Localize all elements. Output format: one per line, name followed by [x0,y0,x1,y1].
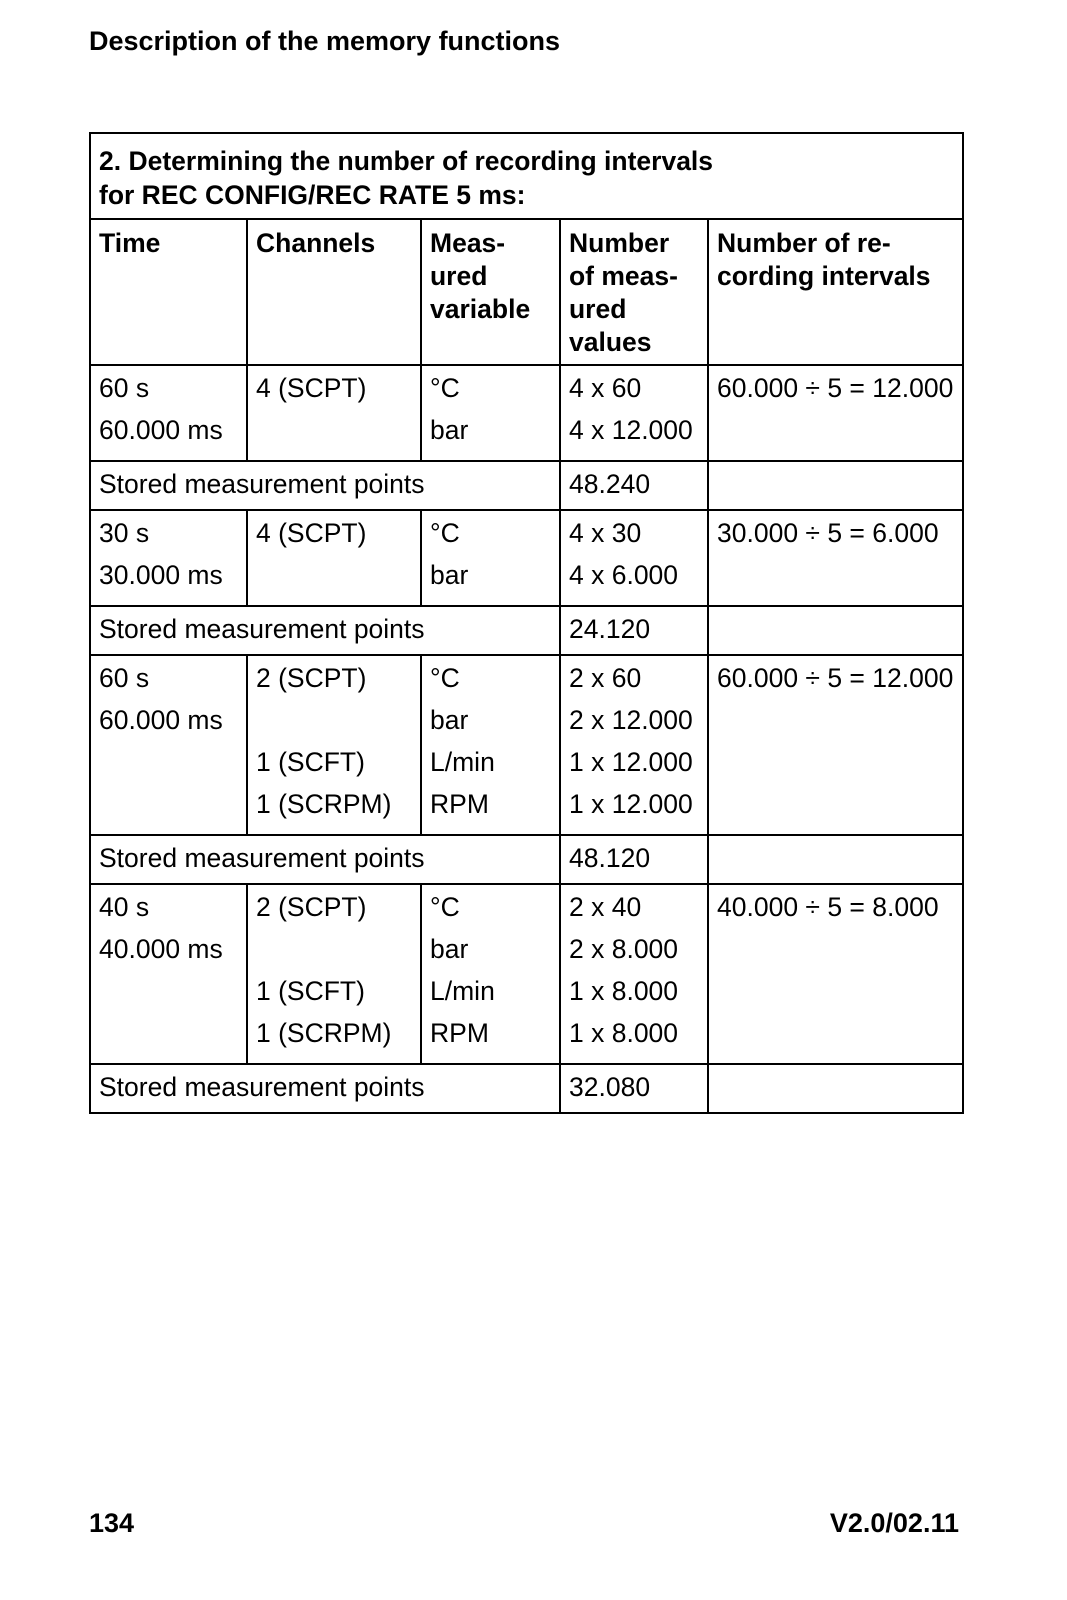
stored-points-empty-cell [708,835,963,884]
stored-points-empty-cell [708,606,963,655]
measured-variable-line: bar [430,560,469,590]
measured-variable-cell [421,510,560,606]
channels-cell [247,510,421,606]
channels-line: 2 (SCPT) [256,892,367,922]
channels-line [256,704,412,746]
column-header-line: Time [99,228,161,258]
page-number: 134 [89,1508,135,1538]
measured-values-line: 4 x 30 [569,518,642,548]
recording-intervals-value: 60.000 ÷ 5 = 12.000 [717,373,954,403]
column-header-line: Meas- [430,228,506,258]
column-header-line: Number of re- [717,228,891,258]
recording-intervals-cell [708,655,963,835]
channels-line: 1 (SCRPM) [256,1018,392,1048]
measured-variable-line: RPM [430,1018,489,1048]
stored-points-value: 48.240 [560,461,708,510]
column-header-line: variable [430,294,531,324]
channels-line: 1 (SCRPM) [256,789,392,819]
measured-variable-line: bar [430,705,469,735]
recording-intervals-value: 40.000 ÷ 5 = 8.000 [717,892,939,922]
column-header-number-of-recording-intervals [708,219,963,365]
stored-points-label: Stored measurement points [90,1064,560,1113]
table-title-row [90,133,963,219]
recording-intervals-value: 60.000 ÷ 5 = 12.000 [717,663,954,693]
measured-values-cell [560,884,708,1064]
measured-values-line: 2 x 12.000 [569,705,693,735]
channels-line: 2 (SCPT) [256,663,367,693]
table-row [90,365,963,461]
stored-points-row [90,606,963,655]
table-row [90,655,963,835]
stored-points-label: Stored measurement points [90,835,560,884]
time-line: 40.000 ms [99,934,223,964]
time-line: 30 s [99,518,150,548]
measured-variable-line: L/min [430,976,495,1006]
channels-line [256,933,412,975]
column-header-time [90,219,247,365]
column-header-line: Channels [256,228,376,258]
time-line: 60.000 ms [99,705,223,735]
measured-variable-line: °C [430,373,460,403]
time-cell [90,884,247,1064]
recording-intervals-cell [708,365,963,461]
channels-line: 1 (SCFT) [256,747,365,777]
measured-variable-cell [421,884,560,1064]
measured-values-line: 1 x 8.000 [569,976,679,1006]
column-header-line: values [569,327,652,357]
channels-line [256,414,412,456]
stored-points-empty-cell [708,1064,963,1113]
column-header-channels [247,219,421,365]
measured-variable-line: bar [430,934,469,964]
recording-intervals-table-wrap [89,132,962,1114]
channels-cell [247,655,421,835]
measured-values-line: 2 x 60 [569,663,642,693]
stored-points-row [90,461,963,510]
measured-values-line: 1 x 8.000 [569,1018,679,1048]
measured-variable-line: bar [430,415,469,445]
measured-variable-line: °C [430,892,460,922]
recording-intervals-table [89,132,964,1114]
time-line: 60.000 ms [99,415,223,445]
table-title [90,133,963,219]
measured-variable-cell [421,655,560,835]
measured-variable-line: RPM [430,789,489,819]
column-header-line: Number [569,228,670,258]
page-header: Description of the memory functions [89,26,561,56]
measured-values-cell [560,365,708,461]
time-line: 40 s [99,892,150,922]
stored-points-empty-cell [708,461,963,510]
recording-intervals-cell [708,510,963,606]
channels-cell [247,884,421,1064]
stored-points-row [90,1064,963,1113]
time-cell [90,365,247,461]
table-title-line: for REC CONFIG/REC RATE 5 ms: [99,180,526,210]
measured-values-line: 4 x 6.000 [569,560,679,590]
table-row [90,884,963,1064]
measured-values-line: 4 x 12.000 [569,415,693,445]
recording-intervals-cell [708,884,963,1064]
stored-points-value: 24.120 [560,606,708,655]
column-header-line: cording intervals [717,261,931,291]
column-header-number-of-measured-values [560,219,708,365]
channels-line: 4 (SCPT) [256,518,367,548]
stored-points-value: 32.080 [560,1064,708,1113]
time-line: 30.000 ms [99,560,223,590]
channels-cell [247,365,421,461]
measured-values-cell [560,510,708,606]
channels-line [256,559,412,601]
measured-values-line: 2 x 8.000 [569,934,679,964]
time-line: 60 s [99,373,150,403]
time-line: 60 s [99,663,150,693]
version-label: V2.0/02.11 [829,1508,959,1538]
stored-points-row [90,835,963,884]
measured-values-line: 1 x 12.000 [569,747,693,777]
channels-line: 1 (SCFT) [256,976,365,1006]
column-header-line: ured [569,294,627,324]
stored-points-label: Stored measurement points [90,461,560,510]
time-cell [90,655,247,835]
measured-values-line: 1 x 12.000 [569,789,693,819]
stored-points-value: 48.120 [560,835,708,884]
measured-values-line: 4 x 60 [569,373,642,403]
stored-points-label: Stored measurement points [90,606,560,655]
time-cell [90,510,247,606]
table-row [90,510,963,606]
measured-values-cell [560,655,708,835]
measured-variable-line: °C [430,663,460,693]
column-header-measured-variable [421,219,560,365]
measured-variable-line: L/min [430,747,495,777]
channels-line: 4 (SCPT) [256,373,367,403]
measured-variable-cell [421,365,560,461]
recording-intervals-value: 30.000 ÷ 5 = 6.000 [717,518,939,548]
measured-variable-line: °C [430,518,460,548]
column-header-line: ured [430,261,488,291]
table-header-row [90,219,963,365]
table-title-line: 2. Determining the number of recording intervals [99,146,714,176]
column-header-line: of meas- [569,261,678,291]
measured-values-line: 2 x 40 [569,892,642,922]
